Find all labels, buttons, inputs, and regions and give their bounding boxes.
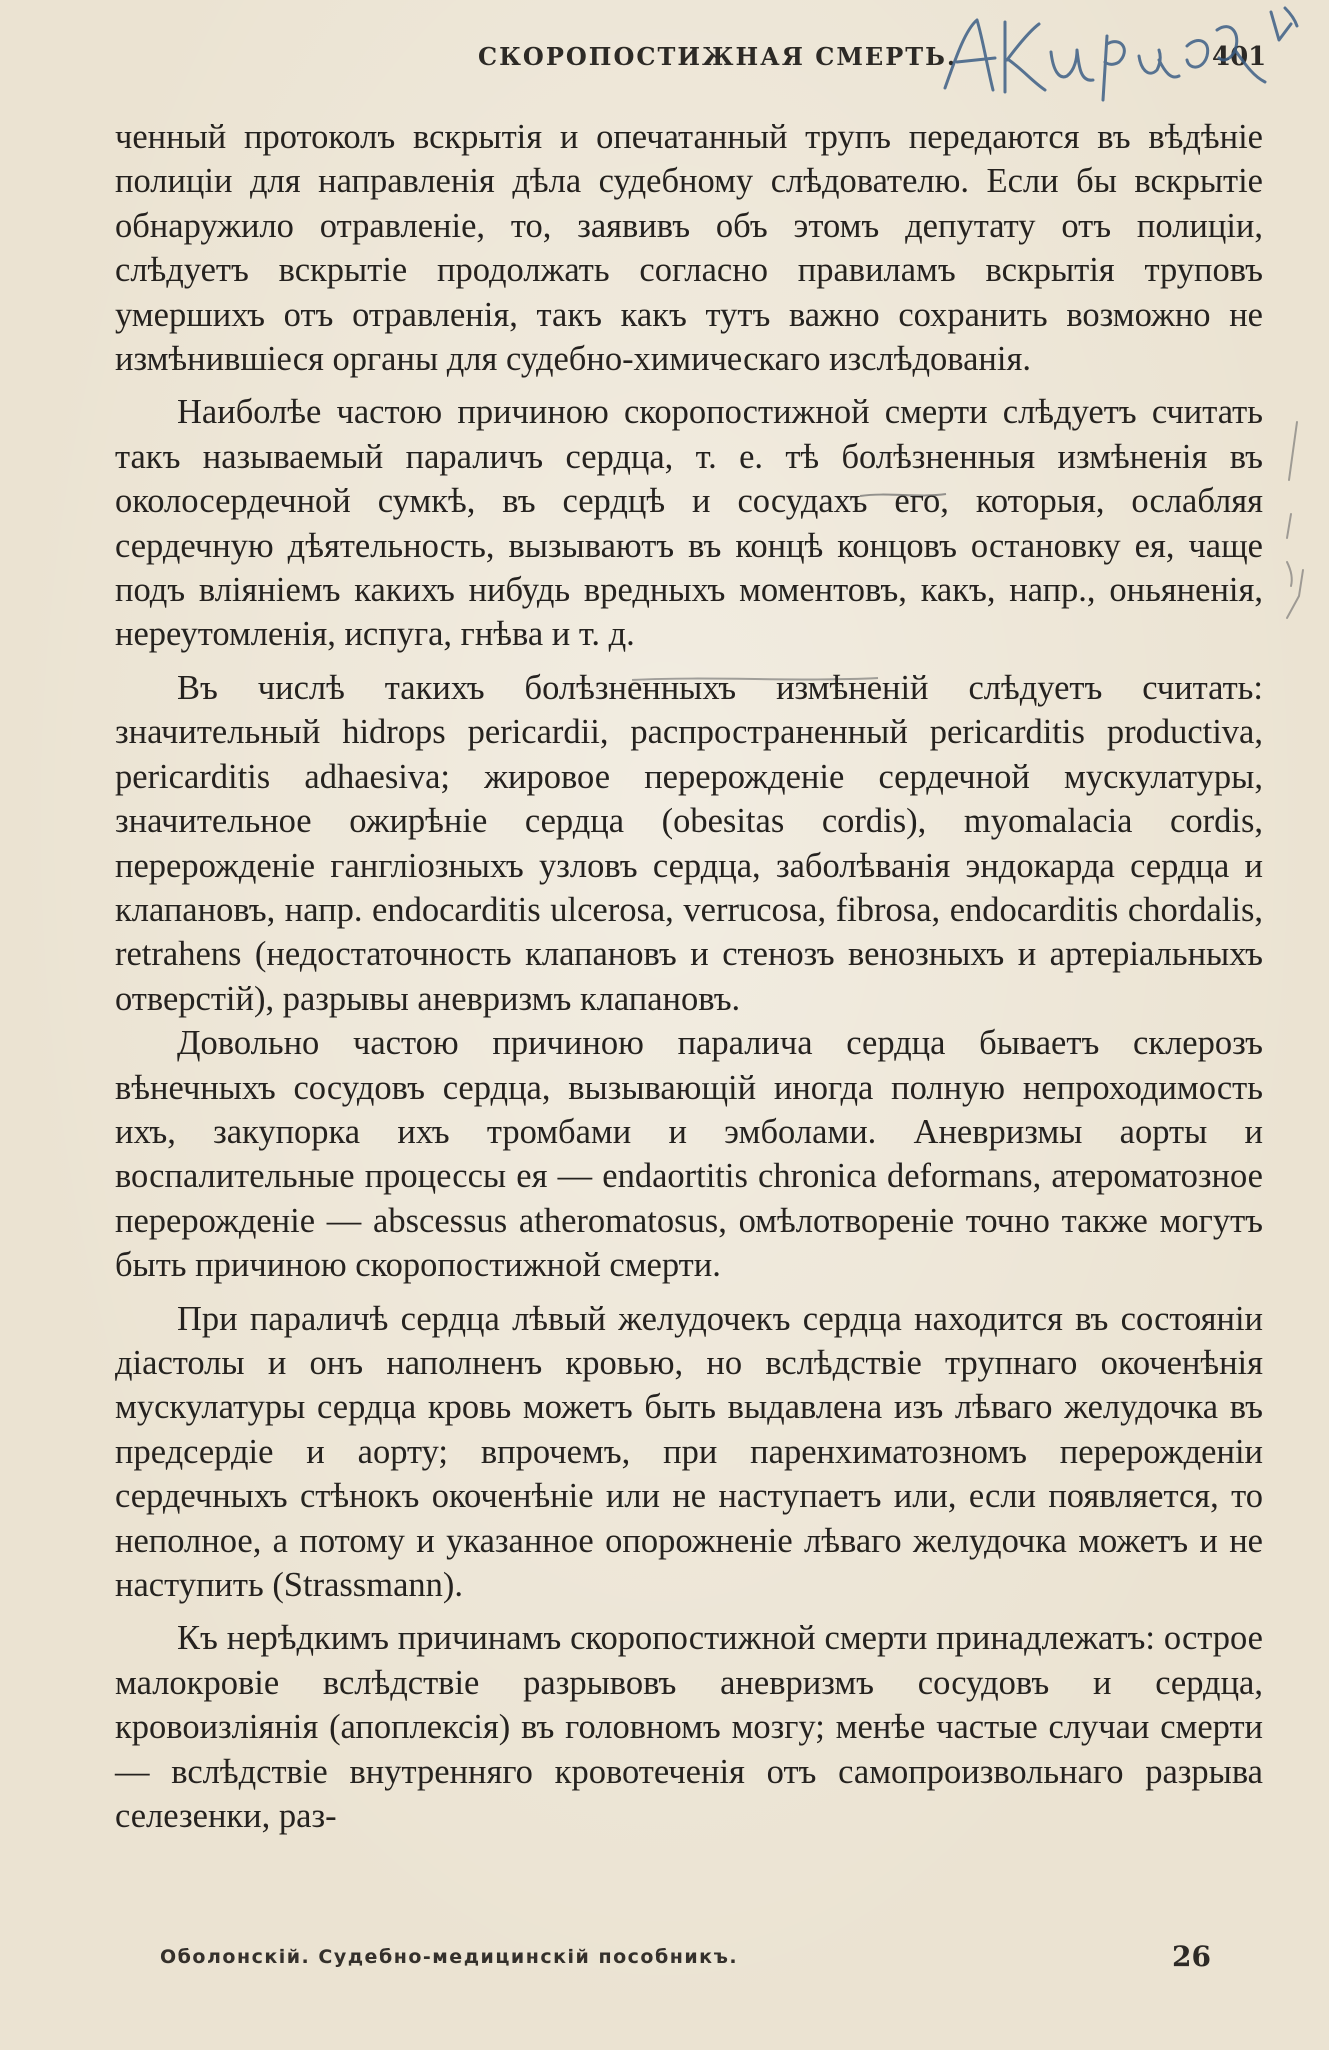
paragraph-sclerosis: Довольно частою причиною паралича сердца бываетъ склерозъ вѣнечныхъ сосудовъ сердца, вызывающій иногда полную непроходимость ихъ, закупорка ихъ тромбами и эмболами. Аневризмы аорты и воспалительные процессы ея — endaortitis chronica deformans, атероматозное перерожденіе — abscessus atheromatosus, омѣлотвореніе точно также могутъ быть причиною скоропостижной смерти. [115, 1024, 1263, 1285]
paragraph-cardiac-paralysis: Наиболѣе частою причиною скоропостижной смерти слѣдуетъ считать такъ называемый параличъ сердца, т. е. тѣ болѣзненныя измѣненія въ околосердечной сумкѣ, въ сердцѣ и сосудахъ его, которыя, ослабляя сердечную дѣятельность, вызываютъ въ концѣ концовъ остановку ея, чаще подъ вліяніемъ какихъ нибудь вредныхъ моментовъ, какъ, напр., оньяненія, нереутомленія, испуга, гнѣва и т. д. [115, 393, 1263, 654]
page-footer [0, 1940, 1329, 1980]
running-title: СКОРОПОСТИЖНАЯ СМЕРТЬ. [478, 42, 958, 71]
sheet-number: 26 [1172, 1940, 1211, 1973]
paragraph-frequent-causes: Къ нерѣдкимъ причинамъ скоропостижной смерти принадлежатъ: острое малокровіе вслѣдствіе разрывовъ аневризмъ сосудовъ и сердца, кровоизліянія (апоплексія) въ головномъ мозгу; менѣе частые случаи смерти — вслѣдствіе внутренняго кровотеченія отъ самопроизвольнаго разрыва селезенки, раз- [115, 1619, 1263, 1836]
handwritten-signature-icon [935, 0, 1315, 115]
paragraph-left-ventricle: При параличѣ сердца лѣвый желудочекъ сердца находится въ состояніи діастолы и онъ наполненъ кровью, но вслѣдствіе трупнаго окоченѣнія мускулатуры сердца кровь можетъ быть выдавлена изъ лѣваго желудочка въ предсердіе и аорту; впрочемъ, при паренхиматозномъ перерожденіи сердечныхъ стѣнокъ окоченѣніе или не наступаетъ или, если появляется, то неполное, а потому и указанное опорожненіе лѣваго желудочка можетъ и не наступить (Strassmann). [115, 1299, 1263, 1604]
body-text [115, 115, 1263, 1838]
paragraph-morbid-changes: Въ числѣ такихъ болѣзненныхъ измѣненій слѣдуетъ считать: значительный hidrops pericardii, распространенный pericarditis productiva, pericarditis adhaesiva; жировое перерожденіе сердечной мускулатуры, значительное ожирѣніе сердца (obesitas cordis), myomalacia cordis, перерожденіе ганглiозныхъ узловъ сердца, заболѣванія эндокарда сердца и клапановъ, напр. endocarditis ulcerosa, verrucosa, fibrosa, endocarditis chordalis, retrahens (недостаточность клапановъ и стенозъ венозныхъ и артеріальныхъ отверстій), разрывы аневризмъ клапановъ. [115, 668, 1263, 1018]
signature-line: Оболонскій. Судебно-медицинскій пособникъ. [160, 1946, 739, 1968]
page-number: 401 [1212, 42, 1267, 72]
pencil-margin-mark-icon [1283, 420, 1313, 620]
paragraph-continuation: ченный протоколъ вскрытія и опечатанный трупъ передаются въ вѣдѣніе полиціи для направленія дѣла судебному слѣдователю. Если бы вскрытіе обнаружило отравленіе, то, заявивъ объ этомъ депутату отъ полиціи, слѣдуетъ вскрытіе продолжать согласно правиламъ вскрытія труповъ умершихъ отъ отравленія, такъ какъ тутъ важно сохранить возможно не измѣнившіеся органы для судебно-химическаго изслѣдованія. [115, 118, 1263, 379]
